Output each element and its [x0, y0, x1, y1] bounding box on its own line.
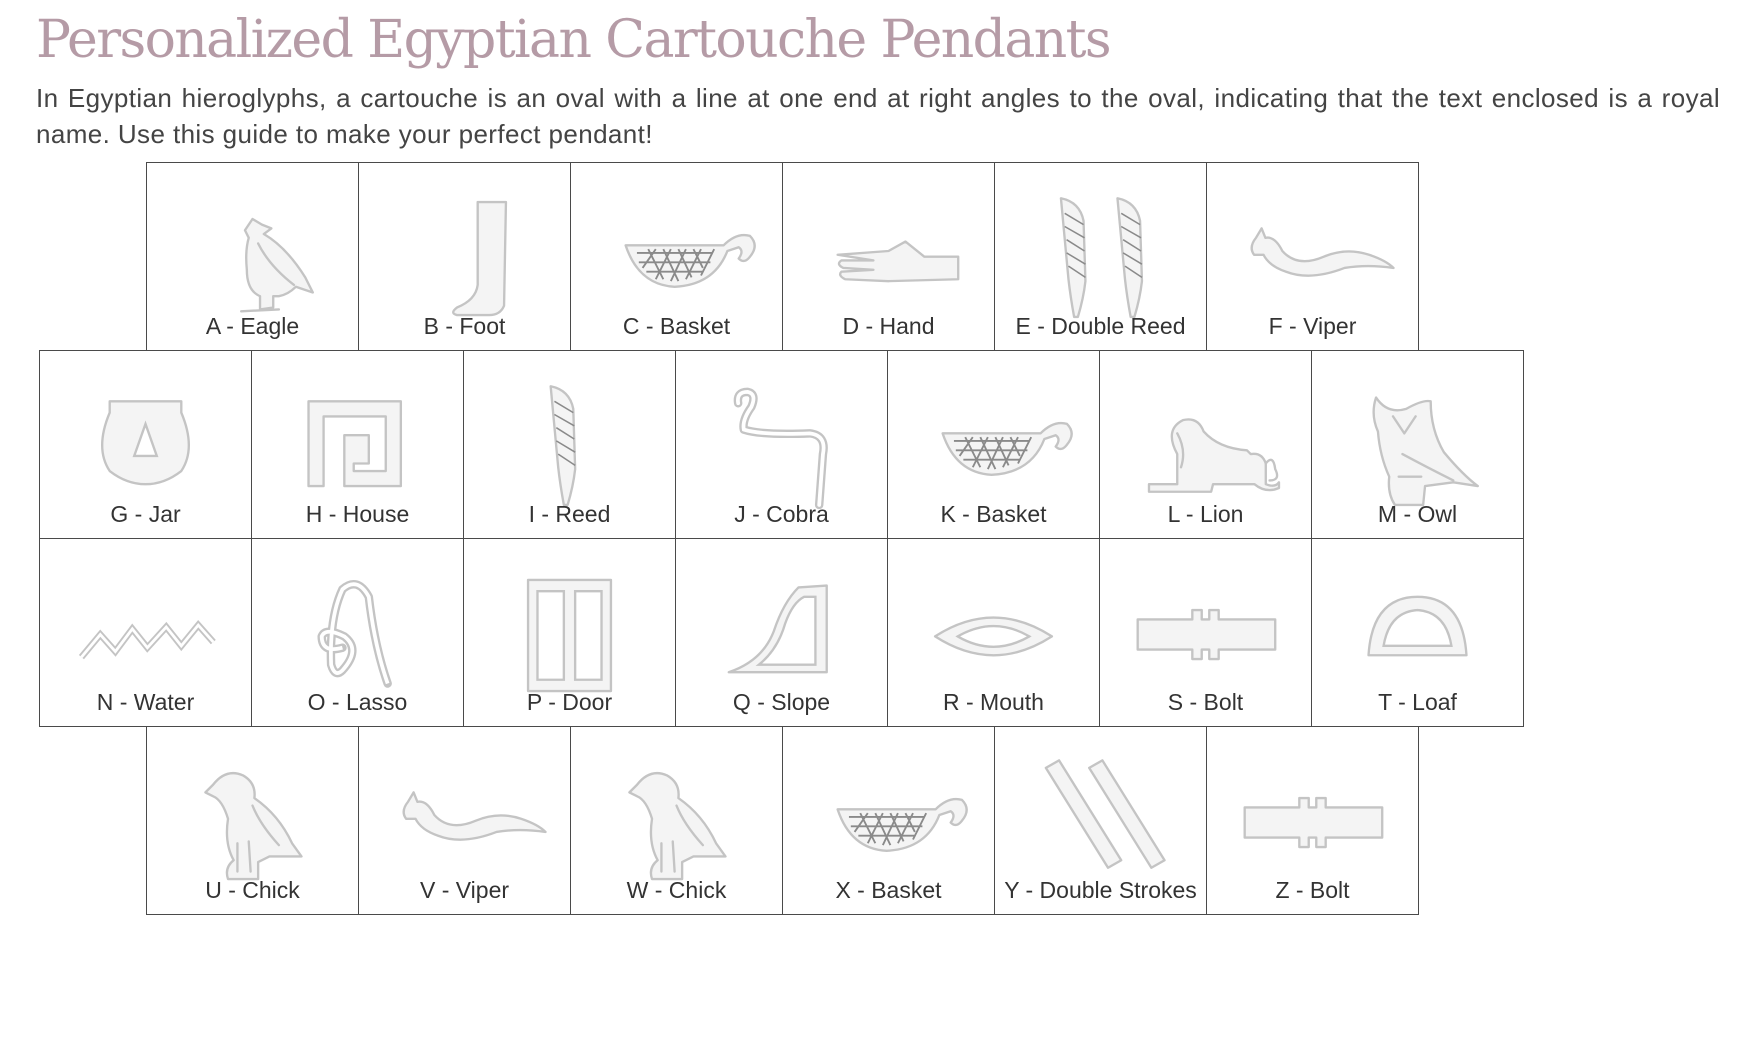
glyph-card[interactable]	[994, 162, 1207, 351]
glyph-card[interactable]	[251, 538, 464, 727]
glyph-label: Z - Bolt	[1275, 877, 1350, 903]
foot-icon	[359, 171, 570, 331]
glyph-label: I - Reed	[528, 501, 611, 527]
glyph-label: X - Basket	[835, 877, 942, 903]
glyph-label: T - Loaf	[1378, 689, 1457, 715]
lasso-icon	[252, 547, 463, 707]
chick-icon	[571, 735, 782, 895]
glyph-card[interactable]	[463, 350, 676, 539]
glyph-label: R - Mouth	[943, 689, 1044, 715]
reed-icon	[464, 359, 675, 519]
glyph-label: U - Chick	[205, 877, 300, 903]
glyph-card[interactable]	[146, 726, 359, 915]
glyph-label: A - Eagle	[205, 313, 300, 339]
glyph-card[interactable]	[1206, 726, 1419, 915]
slope-icon	[676, 547, 887, 707]
lion-icon	[1100, 359, 1311, 519]
double-strokes-icon	[995, 735, 1206, 895]
glyph-label: C - Basket	[622, 313, 731, 339]
cobra-icon	[676, 359, 887, 519]
glyph-label: N - Water	[96, 689, 195, 715]
glyph-card[interactable]	[1311, 538, 1524, 727]
glyph-label: K - Basket	[940, 501, 1047, 527]
glyph-card[interactable]	[675, 350, 888, 539]
glyph-card[interactable]	[1206, 162, 1419, 351]
double-reed-icon	[995, 171, 1206, 331]
glyph-card[interactable]	[146, 162, 359, 351]
viper-icon	[1207, 171, 1418, 331]
jar-icon	[40, 359, 251, 519]
basket-icon	[783, 735, 994, 895]
house-icon	[252, 359, 463, 519]
glyph-card[interactable]	[570, 162, 783, 351]
glyph-card[interactable]	[994, 726, 1207, 915]
glyph-card[interactable]	[463, 538, 676, 727]
glyph-card[interactable]	[39, 350, 252, 539]
door-icon	[464, 547, 675, 707]
water-icon	[40, 547, 251, 707]
glyph-card[interactable]	[782, 162, 995, 351]
glyph-card[interactable]	[1099, 350, 1312, 539]
glyph-label: G - Jar	[110, 501, 181, 527]
owl-icon	[1312, 359, 1523, 519]
chick-icon	[147, 735, 358, 895]
glyph-label: S - Bolt	[1167, 689, 1244, 715]
page-title: Personalized Egyptian Cartouche Pendants	[36, 10, 1111, 70]
glyph-card[interactable]	[358, 162, 571, 351]
glyph-label: O - Lasso	[307, 689, 408, 715]
glyph-card[interactable]	[675, 538, 888, 727]
glyph-card[interactable]	[251, 350, 464, 539]
viper-icon	[359, 735, 570, 895]
glyph-label: W - Chick	[626, 877, 727, 903]
glyph-card[interactable]	[39, 538, 252, 727]
glyph-label: B - Foot	[423, 313, 506, 339]
glyph-label: M - Owl	[1377, 501, 1458, 527]
glyph-label: V - Viper	[419, 877, 510, 903]
glyph-card[interactable]	[1311, 350, 1524, 539]
glyph-label: L - Lion	[1167, 501, 1244, 527]
basket-icon	[888, 359, 1099, 519]
glyph-label: J - Cobra	[734, 501, 829, 527]
glyph-label: P - Door	[526, 689, 613, 715]
glyph-card[interactable]	[358, 726, 571, 915]
glyph-label: H - House	[305, 501, 410, 527]
glyph-label: E - Double Reed	[1015, 313, 1186, 339]
glyph-card[interactable]	[887, 538, 1100, 727]
mouth-icon	[888, 547, 1099, 707]
eagle-icon	[147, 171, 358, 331]
loaf-icon	[1312, 547, 1523, 707]
glyph-card[interactable]	[887, 350, 1100, 539]
glyph-label: Y - Double Strokes	[1004, 877, 1197, 903]
glyph-card[interactable]	[1099, 538, 1312, 727]
hand-icon	[783, 171, 994, 331]
glyph-card[interactable]	[782, 726, 995, 915]
glyph-label: Q - Slope	[732, 689, 831, 715]
basket-icon	[571, 171, 782, 331]
glyph-card[interactable]	[570, 726, 783, 915]
bolt-icon	[1100, 547, 1311, 707]
glyph-label: F - Viper	[1268, 313, 1357, 339]
bolt-icon	[1207, 735, 1418, 895]
glyph-label: D - Hand	[842, 313, 935, 339]
intro-paragraph: In Egyptian hieroglyphs, a cartouche is an oval with a line at one end at right angles to the oval, indicating that the text enclosed is a royal name. Use this guide to make your perfect pendant!	[36, 83, 1720, 149]
